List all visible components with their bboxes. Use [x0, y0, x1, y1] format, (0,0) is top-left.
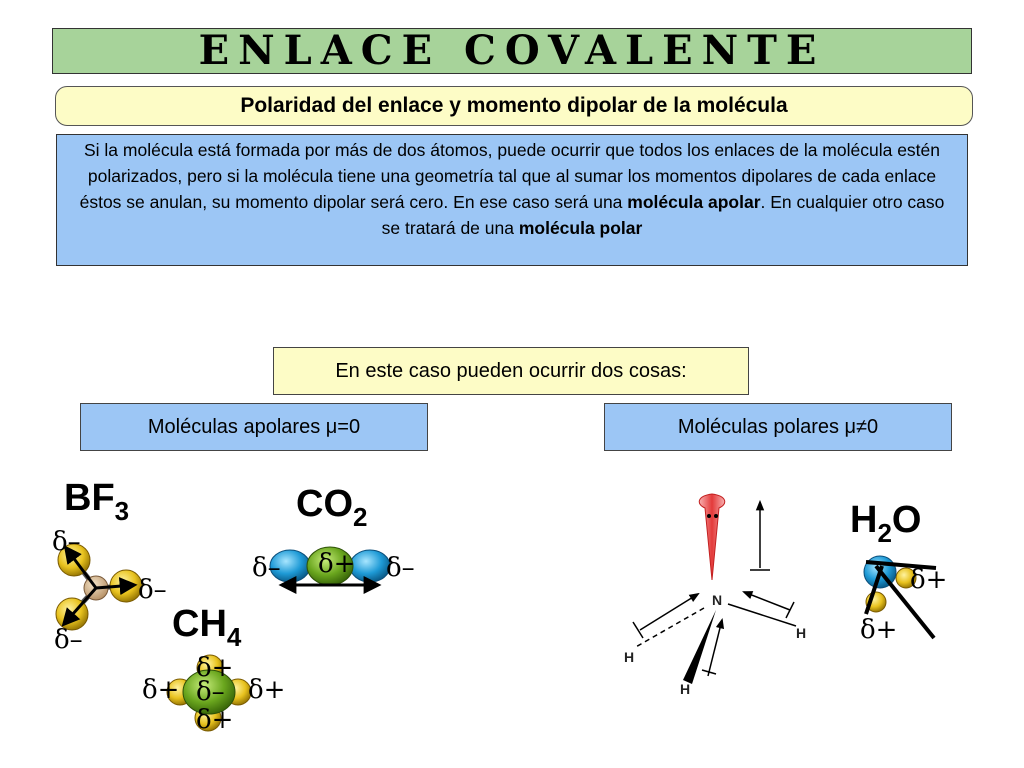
- charge-label: δ+: [248, 675, 286, 705]
- slide-title: ENLACE COVALENTE: [52, 28, 972, 74]
- charge-label: δ+: [196, 705, 234, 735]
- co2-formula: $CO_2$: [296, 483, 368, 532]
- oxygen-atom: [350, 550, 390, 582]
- dipole-arrow: [744, 592, 790, 610]
- slide-subtitle: Polaridad del enlace y momento dipolar de la molécula: [55, 86, 973, 126]
- ch4-formula: $CH_4$: [172, 603, 242, 652]
- paragraph-text-2: . En cualquier otro caso se tratará de una: [381, 192, 945, 238]
- paragraph-bold-polar: molécula polar: [518, 218, 643, 238]
- charge-label: δ–: [54, 625, 83, 655]
- charge-label: δ–: [252, 553, 281, 583]
- hydrogen-atom-label: H: [624, 649, 635, 665]
- charge-label: δ–: [196, 677, 225, 707]
- charge-label: δ–: [52, 527, 81, 557]
- charge-label: δ+: [142, 675, 180, 705]
- co2-molecule: [252, 483, 415, 585]
- charge-label: δ+: [196, 653, 234, 683]
- nh3-molecule: [624, 494, 806, 697]
- h2o-molecule: [850, 499, 947, 645]
- lone-pair-lobe: [699, 494, 725, 580]
- dipole-arrow: [708, 620, 722, 676]
- bf3-molecule: [52, 477, 167, 655]
- charge-label: δ+: [318, 549, 356, 579]
- cases-box: En este caso pueden ocurrir dos cosas:: [273, 347, 749, 395]
- charge-label: δ+: [910, 565, 948, 595]
- polar-molecules-box: Moléculas polares μ≠0: [604, 403, 952, 451]
- charge-label: δ+: [860, 615, 898, 645]
- hydrogen-atom-label: H: [680, 681, 691, 697]
- charge-label: δ–: [386, 553, 415, 583]
- hydrogen-atom-label: H: [796, 625, 807, 641]
- h2o-formula: $H_2O$: [850, 499, 922, 548]
- paragraph-bold-apolar: molécula apolar: [627, 192, 761, 212]
- bf3-formula: $BF_3$: [64, 477, 130, 526]
- apolar-molecules-box: Moléculas apolares μ=0: [80, 403, 428, 451]
- charge-label: δ–: [138, 575, 167, 605]
- paragraph-text-1: Si la molécula está formada por más de dos átomos, puede ocurrir que todos los enlaces de la molécula estén polarizados, pero si la molécula tiene una geometría tal que al sumar los momentos dipolares de cada enlace éstos se anulan, su momento dipolar será cero. En ese caso será una: [79, 140, 941, 212]
- dipole-arrow: [640, 594, 698, 630]
- nitrogen-atom-label: N: [712, 592, 723, 608]
- ch4-molecule: [142, 603, 285, 735]
